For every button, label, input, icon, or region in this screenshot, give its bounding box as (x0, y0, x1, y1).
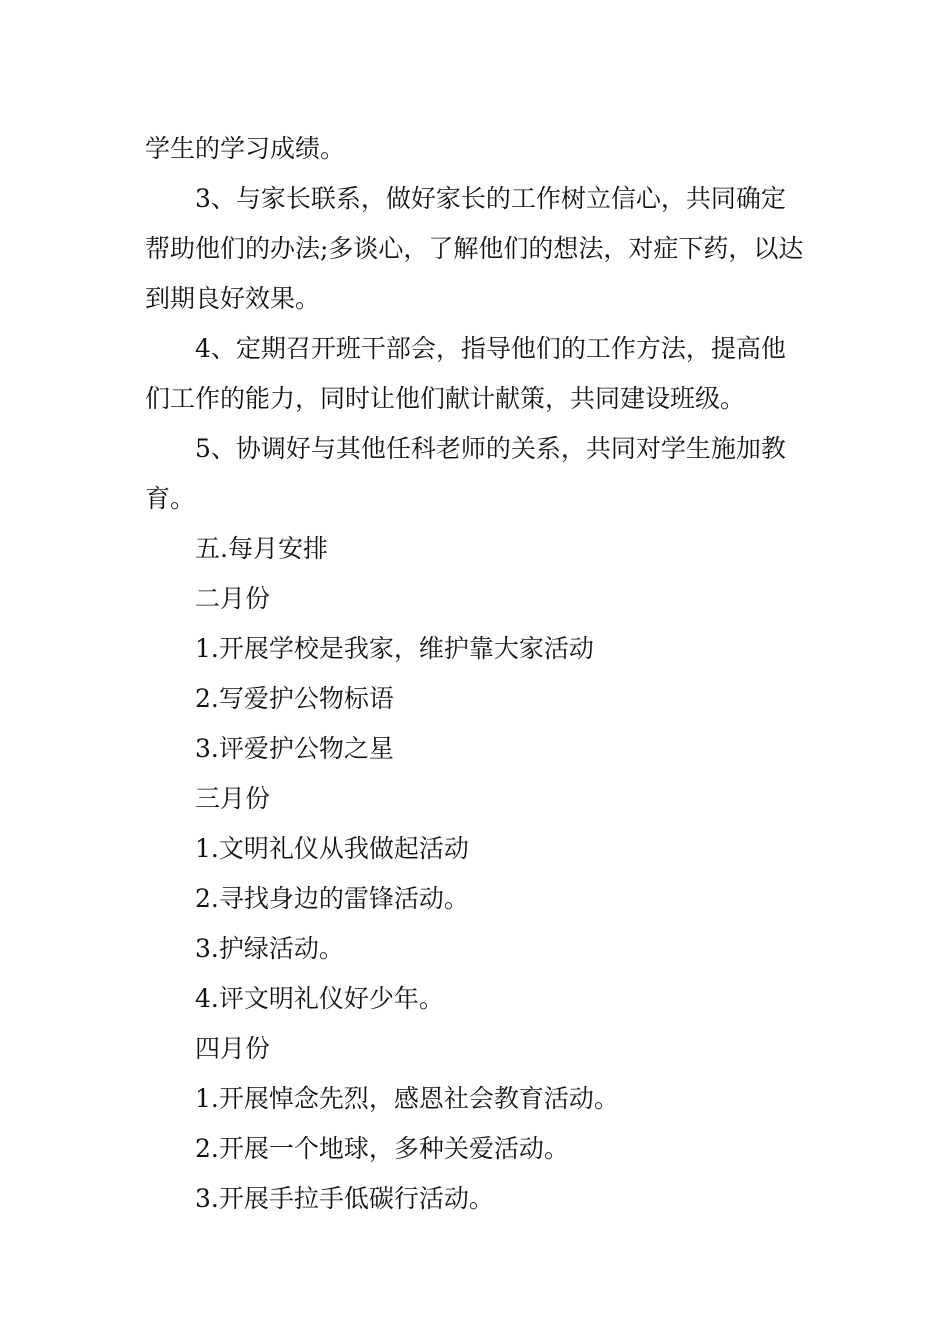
document-body (145, 124, 810, 1224)
list-item: 1.文明礼仪从我做起活动 (195, 834, 469, 863)
section-heading-monthly-plan: 五.每月安排 (195, 534, 328, 563)
list-item: 2.寻找身边的雷锋活动。 (195, 884, 469, 913)
month-heading-february: 二月份 (195, 584, 271, 613)
paragraph-continuation: 学生的学习成绩。 (145, 134, 346, 163)
list-item: 3.评爱护公物之星 (195, 734, 394, 763)
paragraph-item-4: 4、定期召开班干部会，指导他们的工作方法，提高他们工作的能力，同时让他们献计献策，共同建设班级。 (145, 334, 786, 413)
month-heading-april: 四月份 (195, 1034, 271, 1063)
paragraph-item-3: 3、与家长联系，做好家长的工作树立信心，共同确定帮助他们的办法;多谈心，了解他们的想法，对症下药，以达到期良好效果。 (145, 184, 804, 313)
list-item: 2.写爱护公物标语 (195, 684, 394, 713)
month-heading-march: 三月份 (195, 784, 271, 813)
paragraph-item-5: 5、协调好与其他任科老师的关系，共同对学生施加教育。 (145, 434, 786, 513)
list-item: 1.开展悼念先烈，感恩社会教育活动。 (195, 1084, 619, 1113)
list-item: 1.开展学校是我家，维护靠大家活动 (195, 634, 594, 663)
list-item: 3.开展手拉手低碳行活动。 (195, 1184, 494, 1213)
list-item: 2.开展一个地球，多种关爱活动。 (195, 1134, 569, 1163)
list-item: 3.护绿活动。 (195, 934, 344, 963)
list-item: 4.评文明礼仪好少年。 (195, 984, 444, 1013)
